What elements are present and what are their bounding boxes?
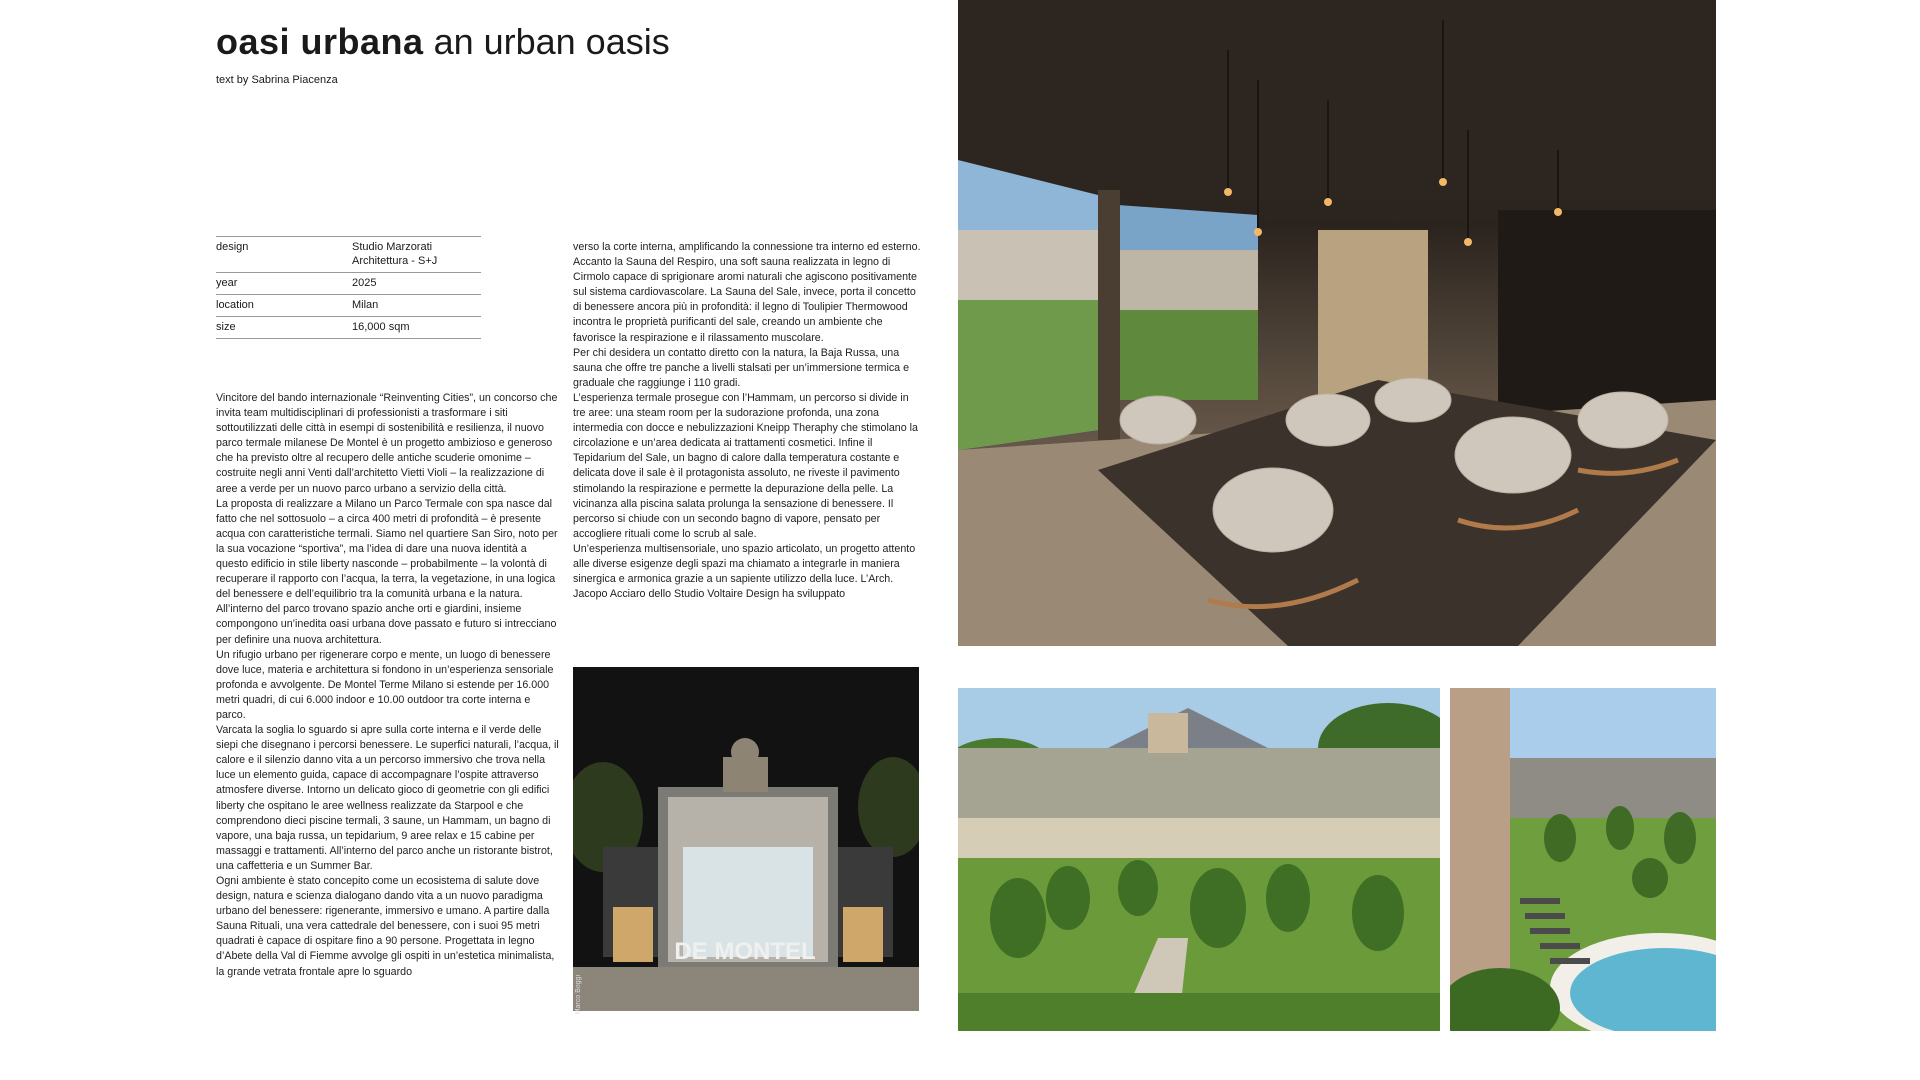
title-italian: oasi urbana (216, 21, 424, 62)
paragraph: Per chi desidera un contatto diretto con la natura, la Baja Russa, una sauna che offre tre panche a livelli stalsati per un’immersione termica e graduale che raggiunge i 110 gradi. (573, 346, 910, 389)
fact-row (216, 273, 481, 295)
fact-row (216, 237, 481, 273)
paragraph: La proposta di realizzare a Milano un Parco Termale con spa nasce dal fatto che nel sottosuolo – a circa 400 metri di profondità – è presente acqua con caratteristiche termali. Siamo nel quartiere San Siro, noto per la sua vocazione “sportiva”, ma l’idea di dare una nuova identità a questo edificio in stile liberty nasconde – probabilmente – la volontà di recuperare il rapporto con l’acqua, la terra, la vegetazione, in una logica del benessere e dell’equilibrio tra la comunità urbana e la natura. All’interno del parco trovano spazio anche orti e giardini, insieme compongono un’inedita oasi urbana dove passato e futuro si intrecciano per definire una nuova architettura. (216, 497, 558, 646)
paragraph: Un rifugio urbano per rigenerare corpo e mente, un luogo di benessere dove luce, materia e architettura si fondono in un’esperienza sensoriale profonda e avvolgente. De Montel Terme Milano si estende per 16.000 metri quadri, di cui 6.000 indoor e 10.00 outdoor tra corte interna e parco. (216, 648, 554, 721)
fact-key: size (216, 317, 352, 339)
body-column-2 (573, 240, 921, 602)
fact-key: location (216, 295, 352, 317)
paragraph: Vincitore del bando internazionale “Reinventing Cities”, un concorso che invita team multidisciplinari di professionisti a trasformare i siti sottoutilizzati delle città in esempi di sostenibilità e resilienza, il nuovo parco termale milanese De Montel è un progetto ambizioso e generoso che ha previsto oltre al recupero delle antiche scuderie omonime – costruite negli anni Venti dall’architetto Vietti Violi – la realizzazione di aree a verde per un nuovo parco urbano a servizio della città. (216, 392, 558, 495)
page-title (216, 18, 670, 66)
garden-courtyard-photo (958, 688, 1440, 1031)
title-english: an urban oasis (433, 21, 670, 62)
fact-key: year (216, 273, 352, 295)
entrance-sign: DE MONTEL (674, 938, 816, 965)
fact-value: 2025 (352, 273, 481, 295)
photo-credit: Marco Boggi (575, 975, 582, 1015)
fact-value: Milan (352, 295, 481, 317)
fact-key: design (216, 237, 352, 273)
byline: text by Sabrina Piacenza (216, 74, 338, 86)
fact-value: 16,000 sqm (352, 317, 481, 339)
paragraph: L’esperienza termale prosegue con l’Hammam, un percorso si divide in tre aree: una steam room per la sudorazione profonda, una zona intermedia con docce e nebulizzazioni Kneipp Theraphy che stimolano la circolazione e un’area dedicata ai trattamenti cosmetici. Infine il Tepidarium del Sale, un bagno di calore dalla temperatura costante e delicata dove il sale è il protagonista assoluto, ne riveste il pavimento stimolando la respirazione e permette la depurazione della pelle. La vicinanza alla piscina salata prolunga la sensazione di benessere. Il percorso si chiude con un secondo bagno di vapore, pensato per accogliere rituali come lo scrub al sale. (573, 391, 918, 540)
interior-lounge-photo (958, 0, 1716, 646)
fact-row (216, 295, 481, 317)
paragraph: Varcata la soglia lo sguardo si apre sulla corte interna e il verde delle siepi che disegnano i percorsi benessere. Le superfici naturali, l’acqua, il calore e il silenzio danno vita a un percorso immersivo che trova nella luce un elemento guida, capace di accompagnare l’ospite attraverso atmosfere diverse. Intorno un delicato gioco di geometrie con gli edifici liberty che ospitano le aree wellness realizzate da Starpool e che comprendono dieci piscine termali, 3 saune, un Hammam, un bagno di vapore, una baja russa, un tepidarium, 9 aree relax e 15 cabine per massaggi e trattamenti. All’interno del parco anche un ristorante bistrot, una caffetteria e un Summer Bar. (216, 724, 559, 872)
pool-photo (1450, 688, 1716, 1031)
paragraph: Ogni ambiente è stato concepito come un ecosistema di salute dove design, natura e scienza dialogano dando vita a un nuovo paradigma urbano del benessere: rigenerante, immersivo e umano. A partire dalla Sauna Rituali, una vera cattedrale del benessere, con i suoi 95 metri quadrati è capace di ospitare fino a 90 persone. Progettata in legno d’Abete della Val di Fiemme avvolge gli ospiti in un’estetica minimalista, la grande vetrata frontale apre lo sguardo (216, 875, 555, 978)
night-entrance-photo (573, 667, 919, 1011)
fact-value: Studio Marzorati Architettura - S+J (352, 237, 481, 273)
project-facts-table (216, 236, 481, 339)
paragraph: Un’esperienza multisensoriale, uno spazio articolato, un progetto attento alle diverse esigenze degli spazi ma chiamato a integrarle in maniera sinergica e armonica grazie a un sapiente utilizzo della luce. L’Arch. Jacopo Acciaro dello Studio Voltaire Design ha sviluppato (573, 542, 916, 601)
paragraph: verso la corte interna, amplificando la connessione tra interno ed esterno. Accanto la Sauna del Respiro, una soft sauna realizzata in legno di Cirmolo capace di sprigionare aromi naturali che agiscono positivamente sul sistema cardiovascolare. La Sauna del Sale, invece, porta il concetto di benessere ancora più in profondità: il legno di Toulipier Thermowood incontra le proprietà purificanti del sale, creando un ambiente che favorisce la respirazione e il rilassamento muscolare. (573, 241, 921, 344)
body-column-1 (216, 391, 559, 980)
fact-row (216, 317, 481, 339)
